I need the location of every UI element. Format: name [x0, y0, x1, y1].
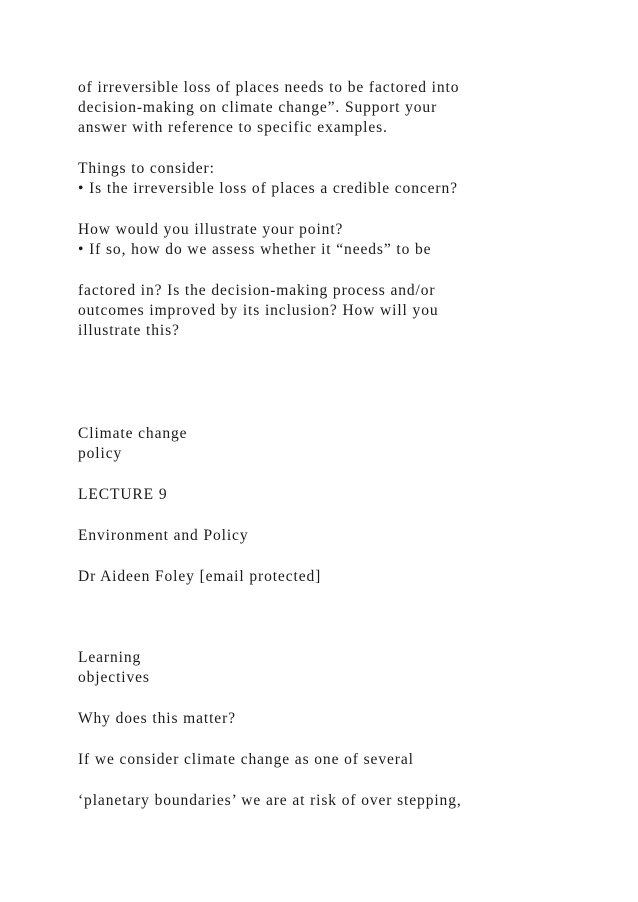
paragraph-line: If we consider climate change as one of several	[78, 751, 414, 768]
paragraph-line: outcomes improved by its inclusion? How will you	[78, 302, 439, 319]
paragraph-line: of irreversible loss of places needs to be factored into	[78, 79, 460, 96]
paragraph-line: illustrate this?	[78, 322, 180, 339]
paragraph-line: answer with reference to specific examples.	[78, 119, 388, 136]
slide-title: objectives	[78, 669, 150, 686]
bullet-item: • Is the irreversible loss of places a credible concern?	[78, 180, 458, 197]
paragraph-line: decision-making on climate change”. Support your	[78, 99, 438, 116]
lecturer-line: Dr Aideen Foley [email protected]	[78, 568, 322, 585]
section-heading: Why does this matter?	[78, 710, 236, 727]
question-line: How would you illustrate your point?	[78, 221, 344, 238]
paragraph-line: factored in? Is the decision-making process and/or	[78, 282, 436, 299]
section-heading: Things to consider:	[78, 160, 215, 177]
slide-title: Climate change	[78, 425, 188, 442]
slide-title: policy	[78, 445, 123, 462]
course-name: Environment and Policy	[78, 527, 249, 544]
bullet-item: • If so, how do we assess whether it “needs” to be	[78, 241, 432, 258]
slide-title: Learning	[78, 649, 142, 666]
paragraph-line: ‘planetary boundaries’ we are at risk of over stepping,	[78, 792, 462, 809]
lecture-label: LECTURE 9	[78, 486, 168, 503]
